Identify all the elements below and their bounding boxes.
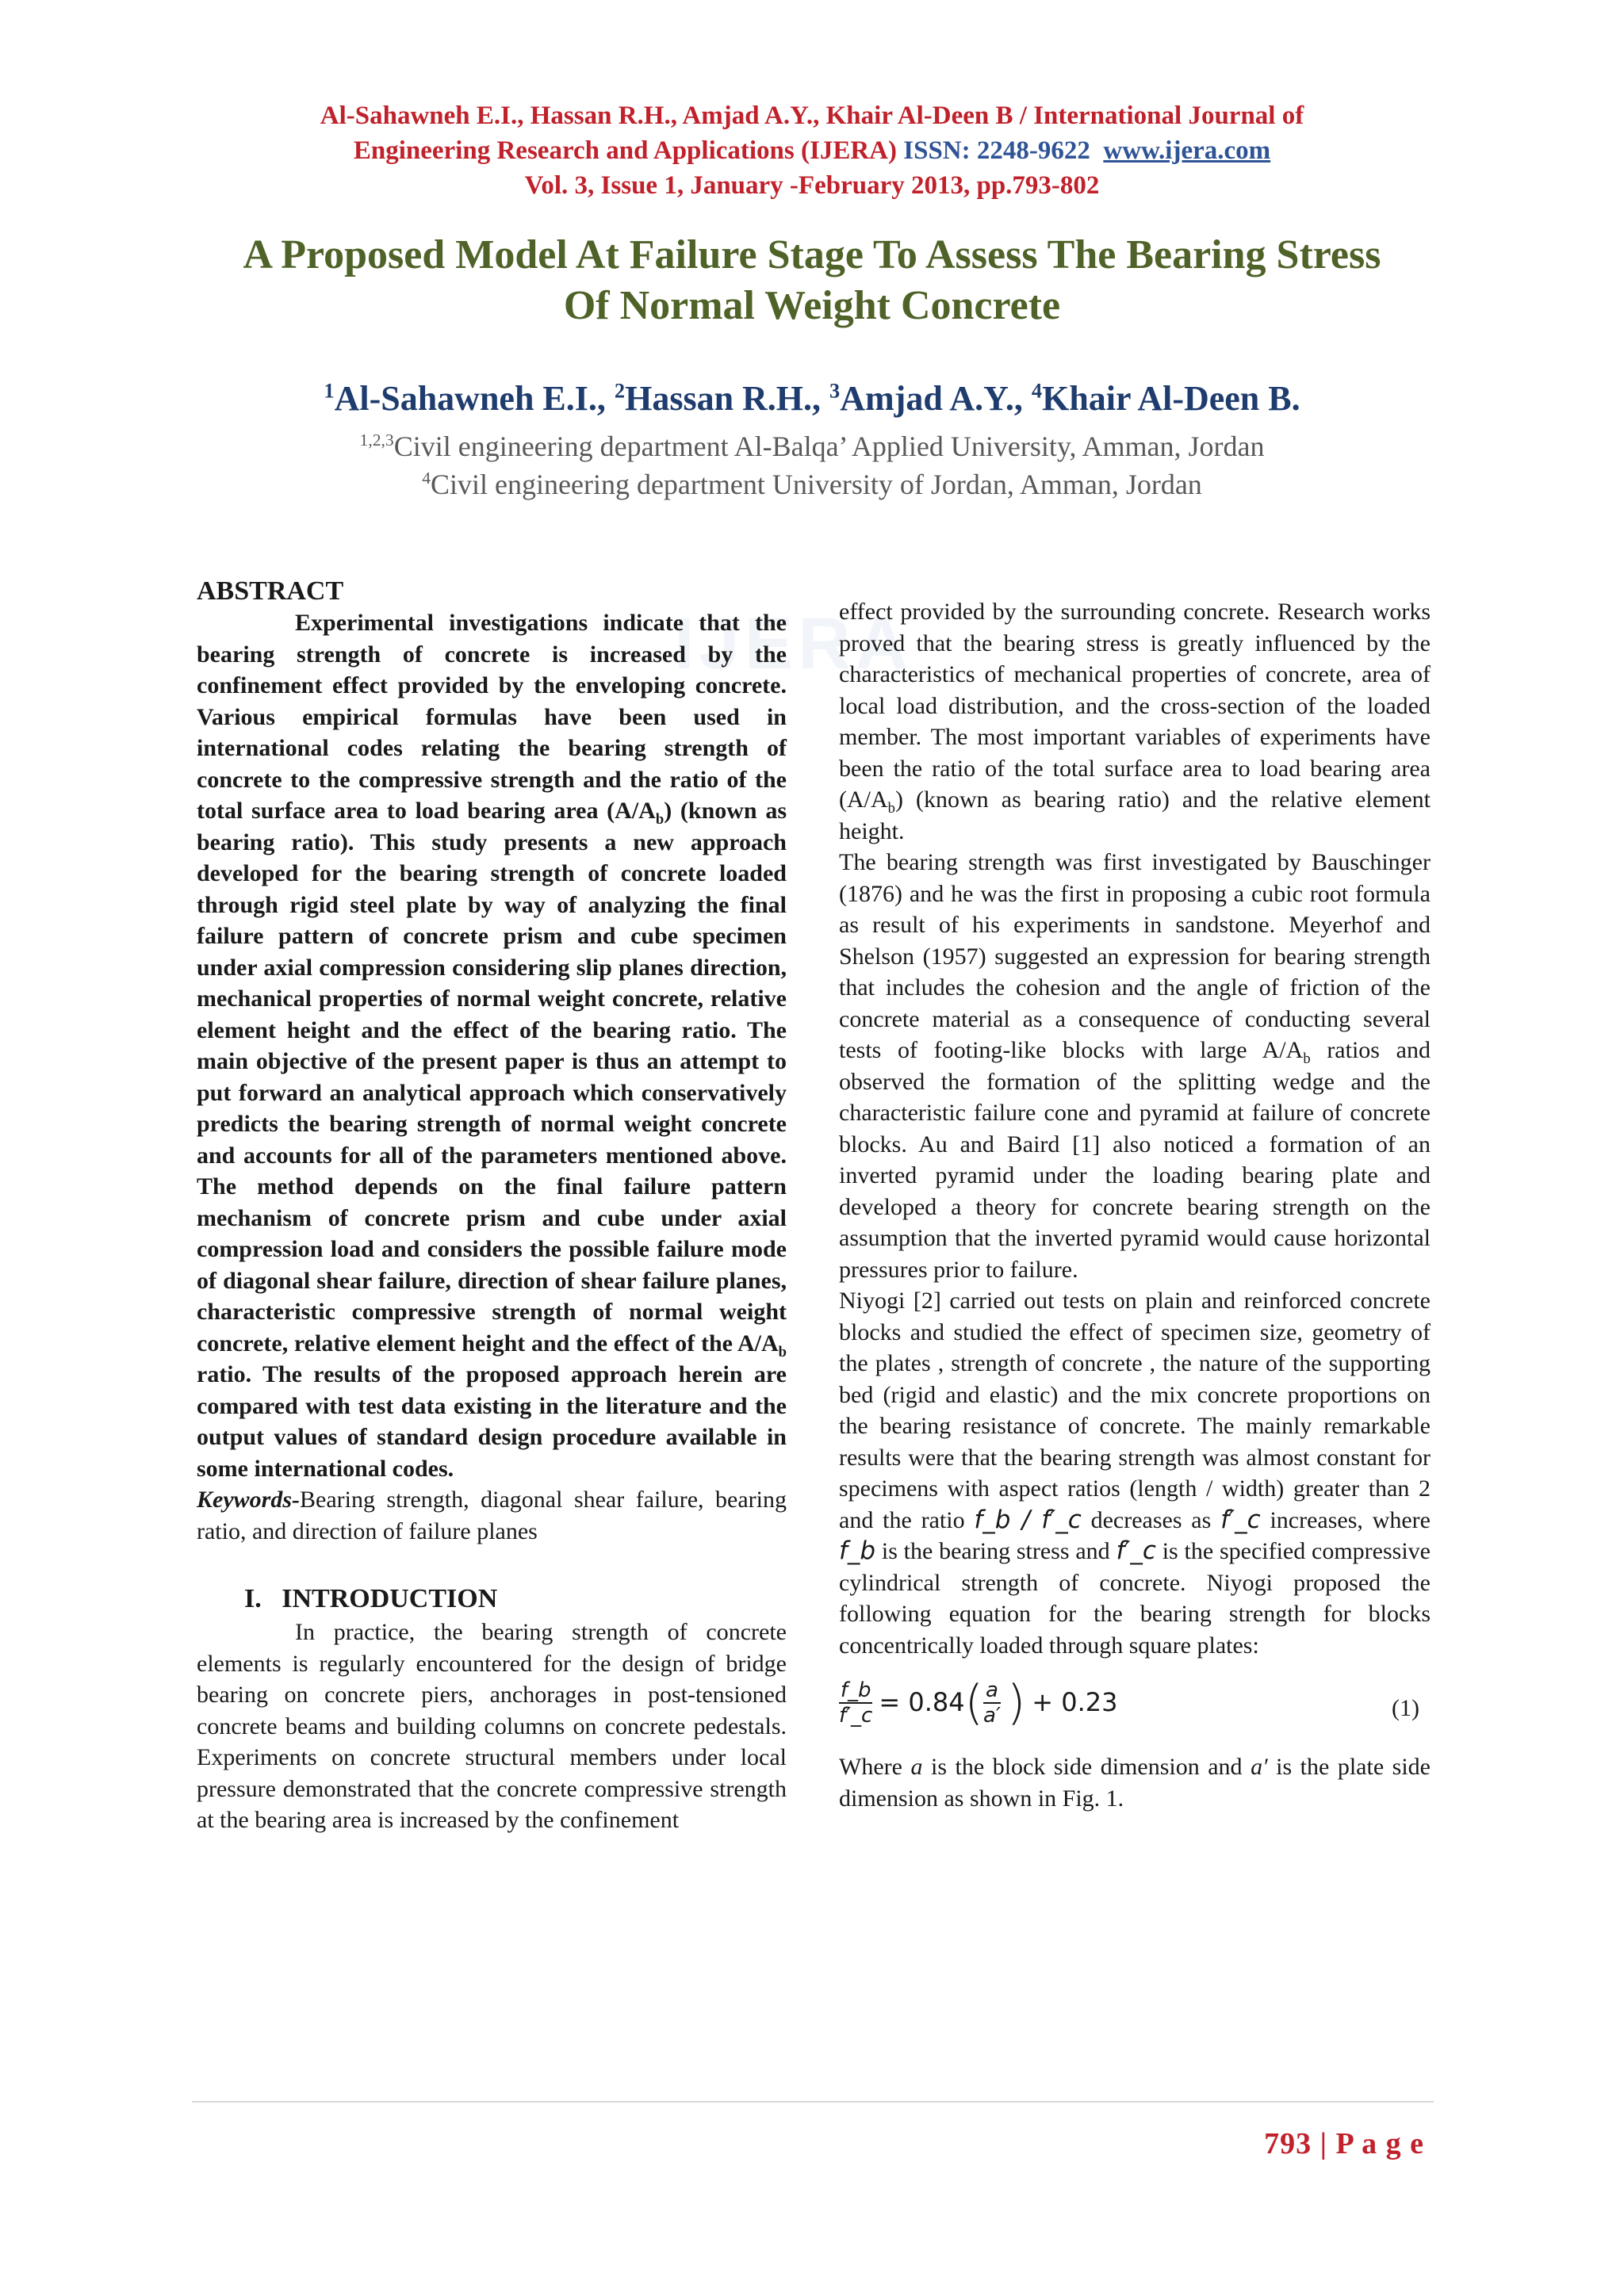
equation-1-body <box>839 1675 1118 1731</box>
author-4-marker: 4 <box>1031 378 1043 403</box>
right-column <box>839 596 1431 1814</box>
intro-paragraph-1: In practice, the bearing strength of concrete elements is regularly encountered for the design of bridge bearing on concrete piers, anchorages in post-tensioned concrete beams and building columns on concrete pedestals. Experiments on concrete structural members under local pressure demonstrated that the concrete compressive strength at the bearing area is increased by the confinement <box>197 1619 787 1833</box>
author-3-marker: 3 <box>829 378 841 403</box>
page-number: 793 | P a g e <box>1264 2127 1424 2160</box>
author-list <box>0 377 1624 420</box>
symbol-fc: f′_c <box>1220 1505 1261 1534</box>
author-2-marker: 2 <box>614 378 626 403</box>
abstract-body <box>197 607 787 1484</box>
left-column <box>197 576 787 1836</box>
right-p1-text-1: effect provided by the surrounding concrete. Research works proved that the bearing stress is greatly influenced by the characteristics of mechanical properties of concrete, area of local load distribution, and the cross-section of the loaded member. The most important variables of experiments have been the ratio of the total surface area to load bearing area (A/A <box>839 599 1431 813</box>
right-p2-text-2: ratios and observed the formation of the splitting wedge and the characteristic failure cone and pyramid at failure of concrete blocks. Au and Baird [1] also noticed a formation of an inverted pyramid under the loading bearing plate and developed a theory for concrete bearing strength on the assumption that the inverted pyramid would cause horizontal pressures prior to failure. <box>839 1037 1431 1283</box>
right-paren: ) <box>1006 1675 1026 1731</box>
equation-lhs-numerator: f_b <box>840 1678 871 1702</box>
affiliation-2-marker: 4 <box>422 469 431 488</box>
right-p3-text-2: decreases as <box>1081 1506 1221 1533</box>
equation-constant: + 0.23 <box>1032 1687 1118 1718</box>
abstract-heading: ABSTRACT <box>197 576 344 606</box>
right-paragraph-1 <box>839 596 1431 847</box>
right-paragraph-2 <box>839 847 1431 1285</box>
right-paragraph-4 <box>839 1751 1431 1814</box>
issn: ISSN: 2248-9622 <box>903 136 1090 165</box>
equation-inner-fraction <box>983 1678 1001 1728</box>
footer-divider <box>192 2101 1434 2103</box>
abstract-text-2: ) (known as bearing ratio). This study presents a new approach developed for the bearing strength of concrete loaded through rigid steel plate by way of analyzing the final failure pattern of concrete prism and cube specimen under axial compression considering slip planes direction, mechanical properties of normal weight concrete, relative element height and the effect of the bearing ratio. The main objective of the present paper is thus an attempt to put forward an analytical approach which conservatively predicts the bearing strength of normal weight concrete and accounts for all of the parameters mentioned above. The method depends on the final failure pattern mechanism of concrete prism and cube under axial compression load and considers the possible failure mode of diagonal shear failure, direction of shear failure planes, characteristic compressive strength of normal weight concrete, relative element height and the effect of the A/A <box>197 798 787 1357</box>
abstract-subscript-1: b <box>655 811 665 828</box>
right-p1-subscript: b <box>887 800 895 817</box>
journal-name: Engineering Research and Applications (IJERA) <box>353 136 897 165</box>
section-heading-introduction <box>197 1582 787 1617</box>
affiliation-1-text: Civil engineering department Al-Balqa’ Applied University, Amman, Jordan <box>393 430 1265 462</box>
right-paragraph-3 <box>839 1285 1431 1661</box>
abstract-subscript-2: b <box>778 1343 787 1360</box>
equation-inner-numerator: a <box>985 1678 998 1702</box>
section-title: INTRODUCTION <box>282 1584 498 1613</box>
symbol-fc-2: f′_c <box>1116 1536 1156 1565</box>
left-paren: ( <box>964 1675 984 1731</box>
right-p3-text-3: increases, where <box>1260 1506 1431 1533</box>
equation-lhs-fraction <box>839 1678 872 1728</box>
equation-1 <box>839 1675 1431 1748</box>
equation-number: (1) <box>1392 1695 1419 1721</box>
keywords <box>197 1484 787 1547</box>
journal-watermark: IJERA <box>674 603 913 684</box>
right-p2-text-1: The bearing strength was first investigated by Bauschinger (1876) and he was the first in proposing a cubic root formula as result of his experiments in sandstone. Meyerhof and Shelson (1957) suggested an expression for bearing strength that includes the cohesion and the angle of friction of the concrete material as a consequence of conducting several tests of footing-like blocks with large A/A <box>839 849 1431 1063</box>
right-p4-text-3: is the plate side dimension as shown in Fig. 1. <box>839 1754 1431 1812</box>
section-number: I. <box>244 1584 262 1613</box>
title-line-2: Of Normal Weight Concrete <box>563 283 1061 328</box>
keywords-label: Keywords- <box>197 1487 300 1513</box>
keywords-text: Bearing strength, diagonal shear failure, bearing ratio, and direction of failure planes <box>197 1487 787 1544</box>
right-p3-text-4: is the bearing stress and <box>875 1538 1116 1564</box>
author-4: Khair Al-Deen B. <box>1042 379 1300 418</box>
title-line-1: A Proposed Model At Failure Stage To Assess The Bearing Stress <box>243 232 1381 277</box>
header-line-2 <box>0 133 1624 168</box>
equation-inner-denominator: a′ <box>983 1704 1001 1728</box>
right-p2-subscript: b <box>1303 1050 1311 1067</box>
equation-coefficient: = 0.84 <box>879 1687 965 1718</box>
header-line-1: Al-Sahawneh E.I., Hassan R.H., Amjad A.Y., Khair Al-Deen B / International Journal of <box>320 101 1304 130</box>
right-p4-text-2: is the block side dimension and <box>922 1754 1251 1780</box>
paper-title <box>159 230 1465 331</box>
right-p1-text-2: ) (known as bearing ratio) and the relative element height. <box>839 786 1431 844</box>
author-3: Amjad A.Y., <box>840 379 1023 418</box>
header-line-3: Vol. 3, Issue 1, January -February 2013, pp.793-802 <box>524 171 1100 200</box>
ratio-fb-over-fc: f_b / f′_c <box>974 1505 1082 1534</box>
affiliation-2-text: Civil engineering department University of Jordan, Amman, Jordan <box>431 469 1202 500</box>
right-p3-text-1: Niyogi [2] carried out tests on plain and reinforced concrete blocks and studied the effect of specimen size, geometry of the plates , strength of concrete , the nature of the supporting bed (rigid and elastic) and the mix concrete proportions on the bearing resistance of concrete. The mainly remarkable results were that the bearing strength was almost constant for specimens with aspect ratios (length / width) greater than 2 and the ratio <box>839 1288 1431 1533</box>
affiliation-1 <box>0 428 1624 465</box>
variable-a-prime: a′ <box>1251 1754 1268 1780</box>
abstract-text-3: ratio. The results of the proposed approach herein are compared with test data existing in the literature and the output values of standard design procedure available in some international codes. <box>197 1361 787 1482</box>
author-1: Al-Sahawneh E.I., <box>334 379 606 418</box>
running-header <box>0 98 1624 203</box>
author-1-marker: 1 <box>324 378 335 403</box>
symbol-fb: f_b <box>839 1536 876 1565</box>
author-2: Hassan R.H., <box>625 379 822 418</box>
journal-website-link[interactable]: www.ijera.com <box>1103 136 1271 165</box>
affiliation-1-marker: 1,2,3 <box>359 430 394 450</box>
right-p4-text-1: Where <box>839 1754 911 1780</box>
right-p3-text-5: is the specified compressive cylindrical strength of concrete. Niyogi proposed the following equation for the bearing strength for blocks concentrically loaded through square plates: <box>839 1538 1431 1659</box>
affiliation-2 <box>0 466 1624 503</box>
abstract-text-1: Experimental investigations indicate that the bearing strength of concrete is increased by the confinement effect provided by the enveloping concrete. Various empirical formulas have been used in international codes relating the bearing strength of concrete to the compressive strength and the ratio of the total surface area to load bearing area (A/A <box>197 610 787 824</box>
equation-lhs-denominator: f′_c <box>839 1704 873 1728</box>
variable-a: a <box>910 1754 923 1780</box>
